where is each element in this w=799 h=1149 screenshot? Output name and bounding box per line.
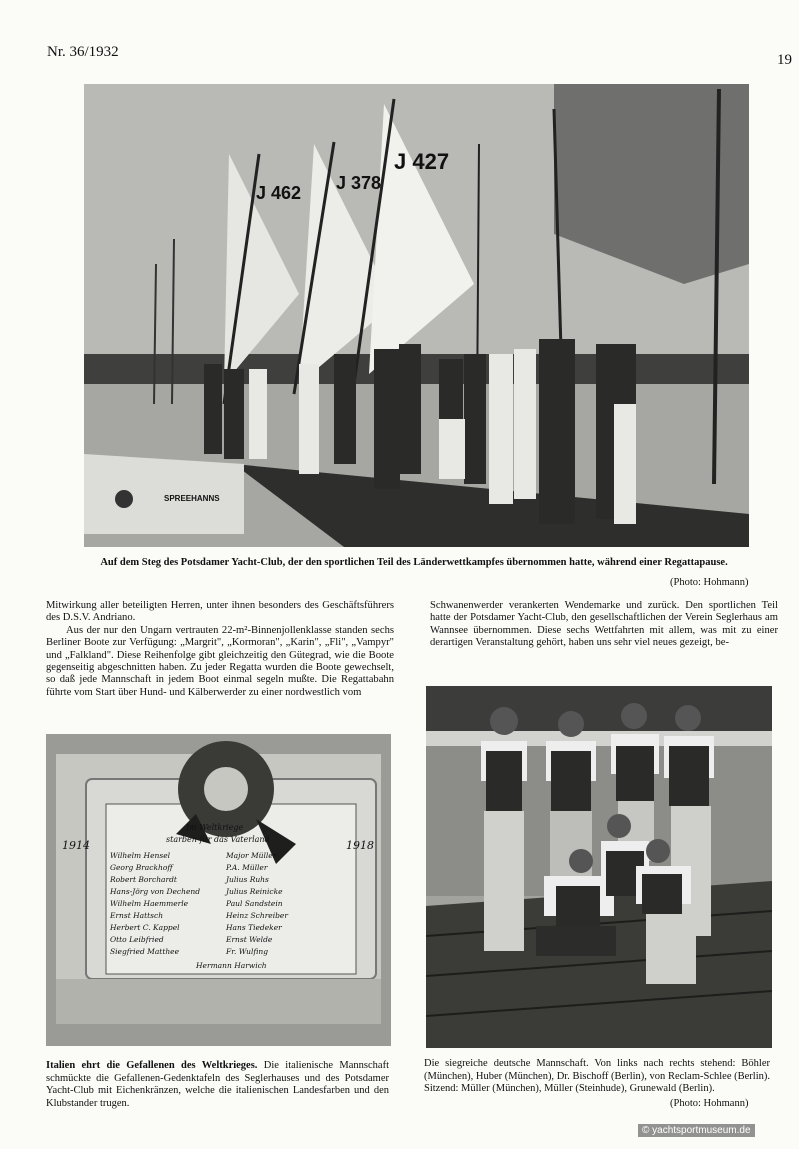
article-column-2 bbox=[430, 600, 778, 650]
memorial-name: Georg Brackhoff bbox=[110, 863, 173, 872]
memorial-name: Herbert C. Kappel bbox=[110, 923, 180, 932]
memorial-name: Hermann Harwich bbox=[196, 961, 267, 970]
memorial-name: Siegfried Matthee bbox=[110, 947, 180, 956]
watermark-text: © yachtsportmuseum.de bbox=[638, 1124, 755, 1137]
article-column-1 bbox=[46, 600, 394, 699]
memorial-caption-bold: Italien ehrt die Gefallenen des Weltkrieges. bbox=[46, 1060, 258, 1071]
regatta-dock-photo bbox=[84, 84, 749, 547]
memorial-caption bbox=[46, 1060, 389, 1110]
top-photo-caption: Auf dem Steg des Potsdamer Yacht-Club, der den sportlichen Teil des Länderwettkampfes übernommen hatte, während einer Regattapause. bbox=[100, 557, 728, 568]
team-photo-caption: Die siegreiche deutsche Mannschaft. Von links nach rechts stehend: Böhler (München), Huber (München), Dr. Bischoff (Berlin), von Reclam-Schlee (Berlin). Sitzend: Müller (München), Müller (Steinhude), Grunewald (Berlin). bbox=[424, 1058, 770, 1094]
sail-number-1: J 462 bbox=[256, 183, 302, 203]
page-number: 19 bbox=[777, 52, 792, 68]
memorial-name: Hans-Jörg von Dechend bbox=[110, 887, 201, 896]
sail-number-3: J 427 bbox=[394, 149, 450, 174]
memorial-plaque-photo bbox=[46, 734, 391, 1046]
issue-number: Nr. 36/1932 bbox=[47, 44, 119, 60]
memorial-name: Ernst Welde bbox=[226, 935, 273, 944]
memorial-name: Wilhelm Hensel bbox=[110, 851, 171, 860]
sail-number-2: J 378 bbox=[336, 173, 382, 193]
memorial-name: Robert Borchardt bbox=[110, 875, 177, 884]
memorial-name: Ernst Hattsch bbox=[110, 911, 164, 920]
memorial-name: Wilhelm Haemmerle bbox=[110, 899, 189, 908]
memorial-name: P.A. Müller bbox=[226, 863, 268, 872]
memorial-name: Major Müller bbox=[226, 851, 277, 860]
memorial-caption-rest: Die italienische Mannschaft schmückte die Gefallenen-Gedenktafeln des Seglerhauses und des Potsdamer Yacht-Club mit Eichenkränzen, welche die italienischen Landesfarben und den Klubstander trugen. bbox=[46, 1060, 389, 1109]
top-photo-credit: (Photo: Hohmann) bbox=[670, 577, 749, 588]
german-team-photo bbox=[426, 686, 772, 1048]
memorial-name: Otto Leibfried bbox=[110, 935, 164, 944]
article-paragraph: Schwanenwerder verankerten Wendemarke und zurück. Den sportlichen Teil hatte der Potsdamer Yacht-Club, den gesellschaftlichen der Verein Seglerhaus am Wannsee übernommen. Diese sechs Wettfahrten mit allem, was mit zu einer derartigen Veranstaltung gehört, haben uns sehr viel neues gezeigt, be- bbox=[430, 600, 778, 649]
boat-name: SPREEHANNS bbox=[164, 494, 220, 503]
article-paragraph: Aus der nur den Ungarn vertrauten 22-m²-Binnenjollenklasse standen sechs Berliner Boote zur Verfügung: „Margrit", „Kormoran", „Karin", „Fli", „Vampyr" und „Falkland". Diese Reihenfolge gibt gleichzeitig den Gütegrad, wie die Boote gegenseitig abgeschnitten haben. Zu jeder Regatta wurden die Boote gewechselt, so daß jede Mannschaft in jedem Boot einmal segeln mußte. Die Regattabahn führte vom Start über Hund- und Kälberwerder zu einer nordwestlich vom bbox=[46, 624, 394, 698]
memorial-name: Hans Tiedeker bbox=[226, 923, 282, 932]
memorial-name: Heinz Schreiber bbox=[226, 911, 288, 920]
memorial-name: Julius Reinicke bbox=[226, 887, 283, 896]
memorial-heading-2: starben für das Vaterland bbox=[166, 835, 270, 844]
memorial-year-left: 1914 bbox=[62, 839, 90, 852]
memorial-name: Fr. Wulfing bbox=[226, 947, 269, 956]
article-paragraph: Mitwirkung aller beteiligten Herren, unter ihnen besonders des Geschäftsführers des D.S.V. Andriano. bbox=[46, 600, 394, 624]
team-photo-credit: (Photo: Hohmann) bbox=[670, 1098, 749, 1109]
memorial-name: Paul Sandstein bbox=[226, 899, 283, 908]
memorial-name: Julius Ruhs bbox=[226, 875, 269, 884]
memorial-year-right: 1918 bbox=[346, 839, 374, 852]
memorial-heading-1: Im Weltkriege bbox=[186, 823, 244, 832]
